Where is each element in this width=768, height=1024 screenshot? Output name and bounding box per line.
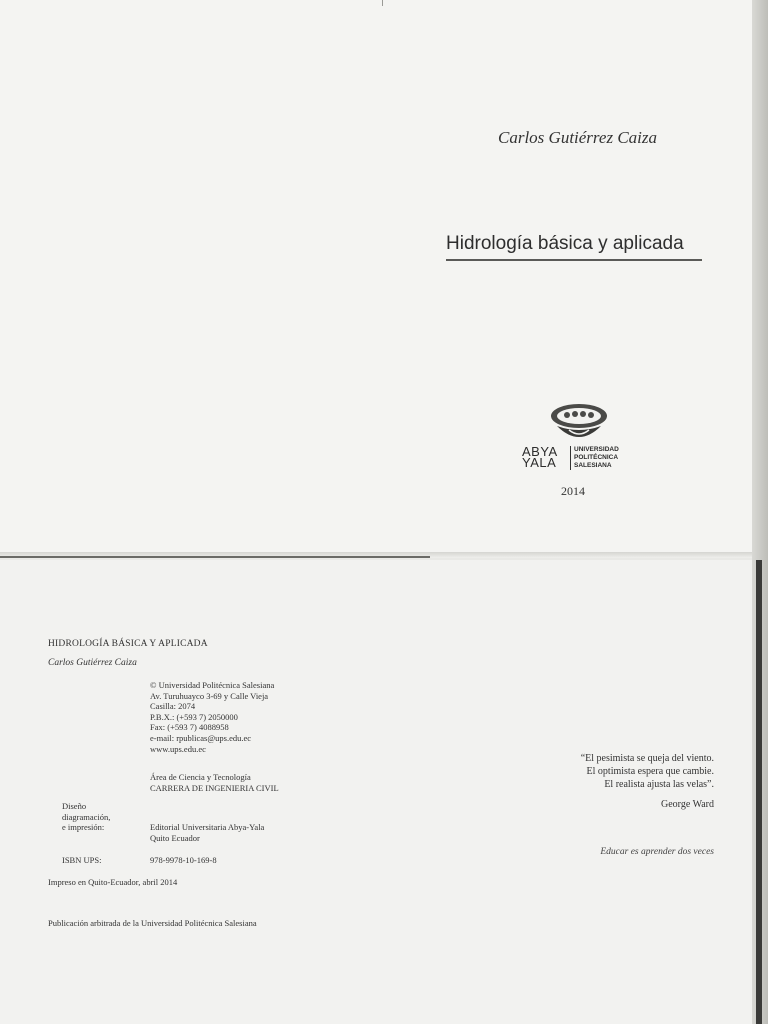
publisher-logo bbox=[522, 402, 638, 472]
address-line: Casilla: 2074 bbox=[150, 701, 196, 712]
printed-info: Impreso en Quito-Ecuador, abril 2014 bbox=[48, 877, 178, 887]
design-label bbox=[62, 801, 110, 833]
abya-yala-emblem-icon bbox=[547, 402, 611, 444]
area-line: CARRERA DE INGENIERIA CIVIL bbox=[150, 782, 279, 793]
ups-wordmark bbox=[574, 446, 619, 470]
quote-line: “El pesimista se queja del viento. bbox=[580, 753, 714, 764]
academic-area bbox=[150, 772, 279, 793]
logo-separator bbox=[570, 446, 571, 470]
page-edge-shadow bbox=[756, 560, 762, 1024]
logo-line: UNIVERSIDAD bbox=[574, 446, 619, 453]
title-underline bbox=[446, 259, 702, 261]
address-line: e-mail: rpublicas@ups.edu.ec bbox=[150, 732, 252, 743]
design-label-line: Diseño bbox=[62, 801, 87, 811]
address-line: © Universidad Politécnica Salesiana bbox=[150, 680, 275, 690]
design-value-line: Quito Ecuador bbox=[150, 832, 200, 843]
abya-yala-wordmark bbox=[522, 446, 558, 468]
quote-line: El optimista espera que cambie. bbox=[586, 765, 714, 777]
design-label-line: e impresión: bbox=[62, 822, 105, 833]
address-line: P.B.X.: (+593 7) 2050000 bbox=[150, 711, 238, 722]
quote-author: George Ward bbox=[661, 799, 714, 810]
publisher-address bbox=[150, 680, 274, 754]
isbn-value: 978-9978-10-169-8 bbox=[150, 855, 217, 865]
address-line: Av. Turuhuayco 3-69 y Calle Vieja bbox=[150, 690, 269, 701]
copyright-page bbox=[0, 560, 752, 1024]
epigraph-quote bbox=[414, 753, 714, 791]
area-line: Área de Ciencia y Tecnología bbox=[150, 772, 251, 782]
logo-line: SALESIANA bbox=[574, 462, 612, 469]
design-value bbox=[150, 822, 264, 843]
book-title: Hidrología básica y aplicada bbox=[446, 233, 684, 254]
logo-line: ABYA bbox=[522, 444, 558, 459]
address-line: www.ups.edu.ec bbox=[150, 743, 206, 754]
design-value-line: Editorial Universitaria Abya-Yala bbox=[150, 822, 265, 832]
isbn-label: ISBN UPS: bbox=[62, 855, 102, 865]
author-name: Carlos Gutiérrez Caiza bbox=[498, 128, 658, 147]
page-fold-shadow bbox=[0, 556, 430, 558]
address-line: Fax: (+593 7) 4088958 bbox=[150, 722, 229, 733]
scan-mark bbox=[382, 0, 383, 6]
university-motto: Educar es aprender dos veces bbox=[600, 847, 714, 857]
publication-year: 2014 bbox=[561, 484, 585, 498]
logo-line: YALA bbox=[522, 455, 557, 470]
quote-line: El realista ajusta las velas”. bbox=[604, 778, 714, 790]
design-label-line: diagramación, bbox=[62, 811, 111, 822]
refereed-note: Publicación arbitrada de la Universidad Politécnica Salesiana bbox=[48, 918, 257, 928]
logo-line: POLITÉCNICA bbox=[574, 454, 619, 461]
copyright-author: Carlos Gutiérrez Caiza bbox=[48, 658, 137, 668]
copyright-book-title: HIDROLOGÍA BÁSICA Y APLICADA bbox=[48, 639, 208, 649]
